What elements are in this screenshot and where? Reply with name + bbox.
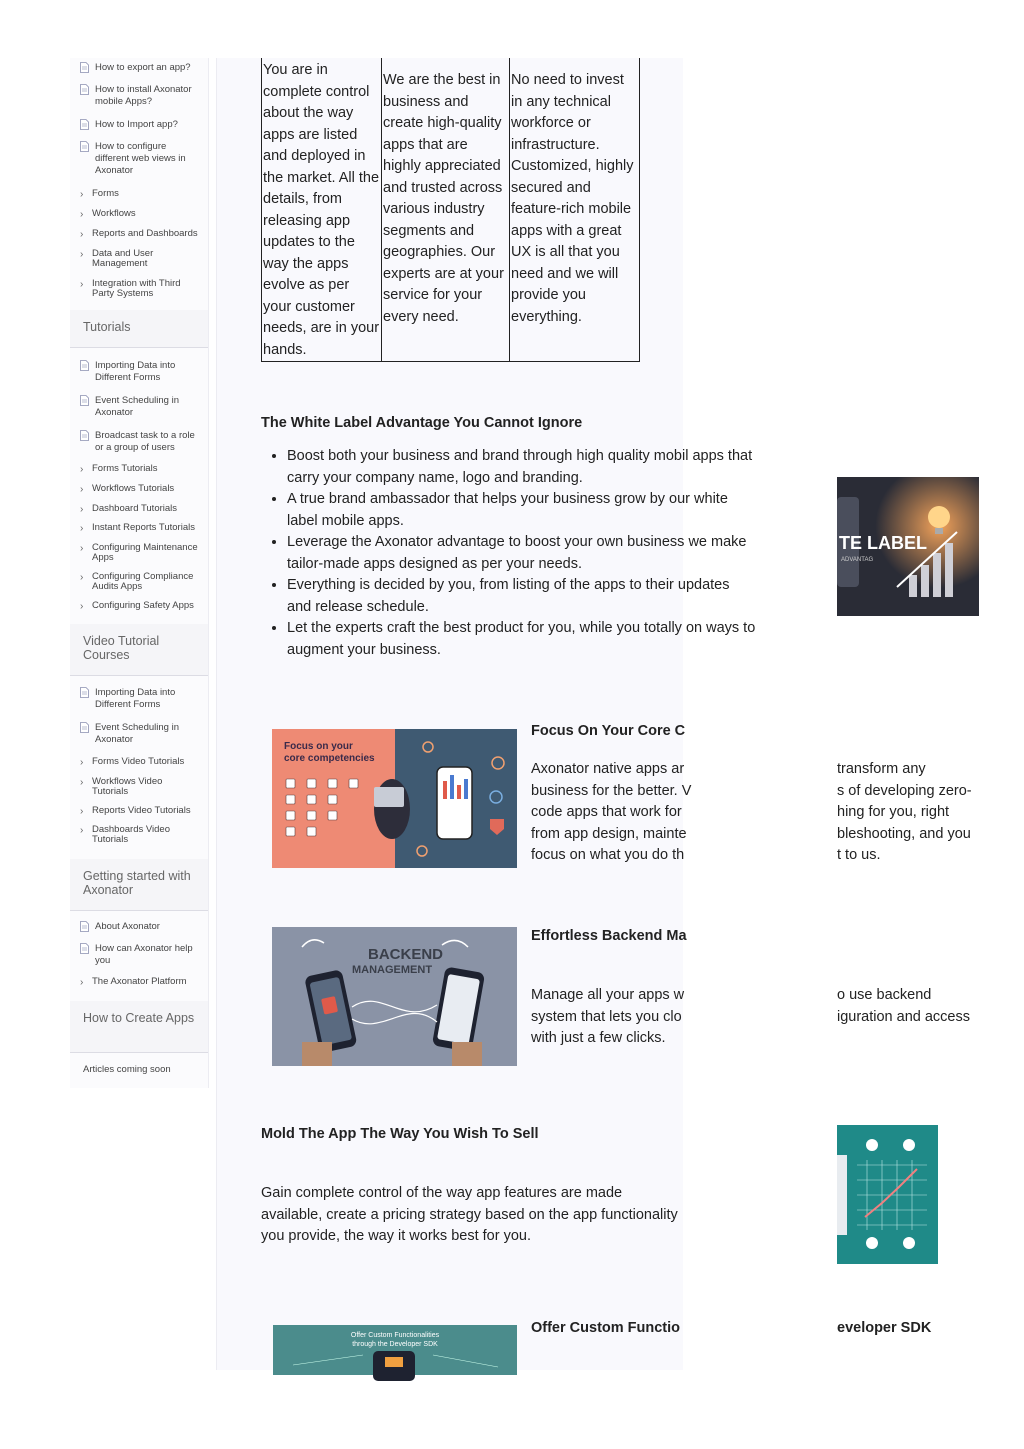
core-right-line: s of developing zero- <box>837 782 972 799</box>
svg-text:BACKEND: BACKEND <box>368 946 443 963</box>
core-line: business for the better. V <box>531 782 692 799</box>
sidebar-item-label: Configuring Compliance Audits Apps <box>92 571 194 592</box>
backend-line: Manage all your apps w <box>531 987 685 1003</box>
sidebar-item-label: About Axonator <box>95 921 160 932</box>
sidebar-item-workflows-video-tutorials[interactable] <box>80 777 200 797</box>
document-icon <box>80 395 89 406</box>
sidebar-section-heading: How to Create Apps <box>70 1001 208 1053</box>
sidebar-item-workflows[interactable] <box>80 209 200 221</box>
backend-right-line: iguration and access <box>837 1008 970 1025</box>
sidebar-item-label: How to Import app? <box>95 119 178 130</box>
svg-text:core competencies: core competencies <box>284 753 375 764</box>
core-text <box>531 759 691 867</box>
sidebar-item-label: How to install Axonator mobile Apps? <box>95 84 192 107</box>
article-main <box>216 58 756 1370</box>
sidebar-item-event-scheduling-in-axonator[interactable] <box>80 395 203 419</box>
white-label-heading: The White Label Advantage You Cannot Ignore <box>261 415 583 431</box>
document-icon <box>80 141 89 152</box>
sidebar-item-label: Integration with Third Party Systems <box>92 278 181 299</box>
chevron-right-icon: › <box>80 189 84 200</box>
list-item: • Boost both your business and brand through high quality mobil apps that carry your company name, logo and branding. <box>287 446 757 489</box>
sidebar-item-label: Importing Data into Different Forms <box>95 360 176 383</box>
sidebar-item-dashboards-video-tutorials[interactable] <box>80 825 200 845</box>
sidebar-item-label: Workflows Video Tutorials <box>92 776 163 797</box>
sidebar-item-broadcast-task-to-a-role-or-a-group-of-users[interactable] <box>80 430 203 454</box>
mold-line: you provide, the way it works best for you. <box>261 1228 531 1244</box>
document-icon <box>80 921 89 932</box>
document-icon <box>80 119 89 130</box>
sidebar-item-label: Workflows <box>92 208 136 219</box>
sidebar-item-label: Configuring Safety Apps <box>92 600 194 611</box>
document-icon <box>80 430 89 441</box>
sidebar-item-importing-data-into-different-forms[interactable] <box>80 687 203 711</box>
sidebar-item-forms-video-tutorials[interactable] <box>80 757 200 769</box>
sidebar-item-label: Configuring Maintenance Apps <box>92 542 198 563</box>
chevron-right-icon: › <box>80 601 84 612</box>
sidebar-item-label: Broadcast task to a role or a group of users <box>95 430 195 453</box>
sidebar-section-heading: Video Tutorial Courses <box>70 624 208 676</box>
chevron-right-icon: › <box>80 757 84 768</box>
mold-text <box>261 1183 678 1248</box>
backend-heading: Effortless Backend Ma <box>531 928 687 944</box>
core-line: Axonator native apps ar <box>531 761 685 777</box>
backend-right-line: o use backend <box>837 987 932 1003</box>
sidebar-item-label: Forms <box>92 188 119 199</box>
core-text-right <box>837 759 972 867</box>
svg-text:Offer Custom Functionalities: Offer Custom Functionalities <box>350 1332 440 1339</box>
sidebar-item-importing-data-into-different-forms[interactable] <box>80 360 203 384</box>
sidebar-item-label: Workflows Tutorials <box>92 483 175 494</box>
sidebar-item-the-axonator-platform[interactable] <box>80 977 200 989</box>
sidebar-item-reports-and-dashboards[interactable] <box>80 229 200 241</box>
chevron-right-icon: › <box>80 464 84 475</box>
white-label-image-text: TE LABEL <box>839 533 927 553</box>
document-icon <box>80 943 89 954</box>
svg-text:Focus on your: Focus on your <box>284 741 353 752</box>
sidebar-item-label: Reports and Dashboards <box>92 228 198 239</box>
sidebar-item-label: Dashboards Video Tutorials <box>92 824 170 845</box>
core-right-line: transform any <box>837 761 926 777</box>
sidebar-item-forms[interactable] <box>80 189 200 201</box>
white-label-image <box>837 477 979 616</box>
list-item: • Everything is decided by you, from listing of the apps to their updates and release schedule. <box>287 575 757 618</box>
mold-line: Gain complete control of the way app features are made <box>261 1185 623 1201</box>
sidebar-item-label: Forms Tutorials <box>92 463 158 474</box>
mold-line: available, create a pricing strategy based on the app functionality <box>261 1206 678 1223</box>
sidebar-item-about-axonator[interactable] <box>80 921 203 933</box>
sidebar-item-configuring-safety-apps[interactable] <box>80 601 200 613</box>
sidebar-item-label: Event Scheduling in Axonator <box>95 395 179 418</box>
sidebar-item-event-scheduling-in-axonator[interactable] <box>80 722 203 746</box>
sidebar-item-configuring-maintenance-apps[interactable] <box>80 543 200 563</box>
sidebar-item-how-to-install-axonator-mobile-apps[interactable] <box>80 84 203 108</box>
sidebar-item-dashboard-tutorials[interactable] <box>80 504 200 516</box>
sidebar-item-label: Data and User Management <box>92 248 154 269</box>
core-competencies-image <box>272 729 517 868</box>
sidebar-item-workflows-tutorials[interactable] <box>80 484 200 496</box>
chevron-right-icon: › <box>80 249 84 260</box>
sidebar-item-integration-with-third-party-systems[interactable] <box>80 279 200 299</box>
chevron-right-icon: › <box>80 484 84 495</box>
document-icon <box>80 722 89 733</box>
white-label-bullets <box>261 446 757 661</box>
core-line: from app design, mainte <box>531 825 687 842</box>
sidebar-item-how-can-axonator-help-you[interactable] <box>80 943 203 967</box>
table-cell-invest: No need to invest in any technical workforce or infrastructure. Customized, highly secured and feature-rich mobile apps with a great UX is all that you need and we will provide you everything. <box>510 58 640 362</box>
backend-text <box>531 985 684 1050</box>
document-icon <box>80 687 89 698</box>
sidebar-item-how-to-configure-different-web-views-in-axonator[interactable] <box>80 141 203 177</box>
document-icon <box>80 84 89 95</box>
sidebar-item-label: Forms Video Tutorials <box>92 756 185 767</box>
sidebar-item-data-and-user-management[interactable] <box>80 249 200 269</box>
sidebar-item-how-to-import-app[interactable] <box>80 119 203 131</box>
sidebar-section-heading: Getting started with Axonator <box>70 859 208 911</box>
sidebar-item-label: Reports Video Tutorials <box>92 805 191 816</box>
sidebar-item-how-to-export-an-app[interactable] <box>80 62 203 74</box>
sidebar-section-heading: Tutorials <box>70 310 208 348</box>
chevron-right-icon: › <box>80 825 84 836</box>
core-heading: Focus On Your Core C <box>531 723 686 739</box>
feature-table <box>261 58 640 362</box>
svg-text:MANAGEMENT: MANAGEMENT <box>352 964 433 976</box>
chevron-right-icon: › <box>80 504 84 515</box>
sidebar-item-reports-video-tutorials[interactable] <box>80 806 200 818</box>
document-icon <box>80 62 89 73</box>
sidebar-item-label: How to export an app? <box>95 62 191 73</box>
chevron-right-icon: › <box>80 279 84 290</box>
backend-management-image <box>272 927 517 1066</box>
chevron-right-icon: › <box>80 977 84 988</box>
list-item: • Leverage the Axonator advantage to boost your own business we make tailor-made apps designed as per your needs. <box>287 532 757 575</box>
chevron-right-icon: › <box>80 806 84 817</box>
list-item: • A true brand ambassador that helps your business grow by our white label mobile apps. <box>287 489 757 532</box>
chevron-right-icon: › <box>80 229 84 240</box>
articles-coming-soon-note: Articles coming soon <box>83 1064 171 1075</box>
core-right-line: t to us. <box>837 847 881 863</box>
chevron-right-icon: › <box>80 572 84 583</box>
custom-heading-right: eveloper SDK <box>837 1320 932 1336</box>
white-label-image-subtext: ADVANTAG <box>841 557 874 563</box>
chevron-right-icon: › <box>80 543 84 554</box>
pricing-chart-image <box>837 1125 938 1264</box>
backend-text-right <box>837 985 970 1028</box>
custom-heading: Offer Custom Functio <box>531 1320 681 1336</box>
chevron-right-icon: › <box>80 777 84 788</box>
document-icon <box>80 360 89 371</box>
sidebar-item-instant-reports-tutorials[interactable] <box>80 523 200 535</box>
list-item: • Let the experts craft the best product for you, while you totally on ways to augment your business. <box>287 618 757 661</box>
mold-heading: Mold The App The Way You Wish To Sell <box>261 1126 539 1142</box>
sidebar-item-label: Importing Data into Different Forms <box>95 687 176 710</box>
sidebar-item-label: How can Axonator help you <box>95 943 193 966</box>
sidebar-item-forms-tutorials[interactable] <box>80 464 200 476</box>
core-right-line: bleshooting, and you <box>837 825 971 842</box>
custom-functionalities-image <box>273 1325 517 1375</box>
chevron-right-icon: › <box>80 209 84 220</box>
sidebar-item-label: Event Scheduling in Axonator <box>95 722 179 745</box>
backend-line: with just a few clicks. <box>531 1030 666 1046</box>
core-line: code apps that work for <box>531 804 682 820</box>
backend-line: system that lets you clo <box>531 1008 682 1025</box>
sidebar-item-label: Instant Reports Tutorials <box>92 522 195 533</box>
svg-text:through the Developer SDK: through the Developer SDK <box>352 1341 438 1348</box>
core-line: focus on what you do th <box>531 847 685 863</box>
table-cell-best: We are the best in business and create high-quality apps that are highly appreciated and trusted across various industry segments and geographies. Our experts are at your service for your every need. <box>382 58 510 362</box>
sidebar-item-label: Dashboard Tutorials <box>92 503 178 514</box>
sidebar-item-configuring-compliance-audits-apps[interactable] <box>80 572 200 592</box>
core-right-line: hing for you, right <box>837 804 950 820</box>
chevron-right-icon: › <box>80 523 84 534</box>
sidebar-item-label: How to configure different web views in Axonator <box>95 141 186 176</box>
sidebar-item-label: The Axonator Platform <box>92 976 187 987</box>
sidebar <box>70 58 209 1088</box>
table-cell-control: You are in complete control about the way apps are listed and deployed in the market. All the details, from releasing app updates to the way the apps evolve as per your customer needs, are in your hands. <box>262 58 382 362</box>
